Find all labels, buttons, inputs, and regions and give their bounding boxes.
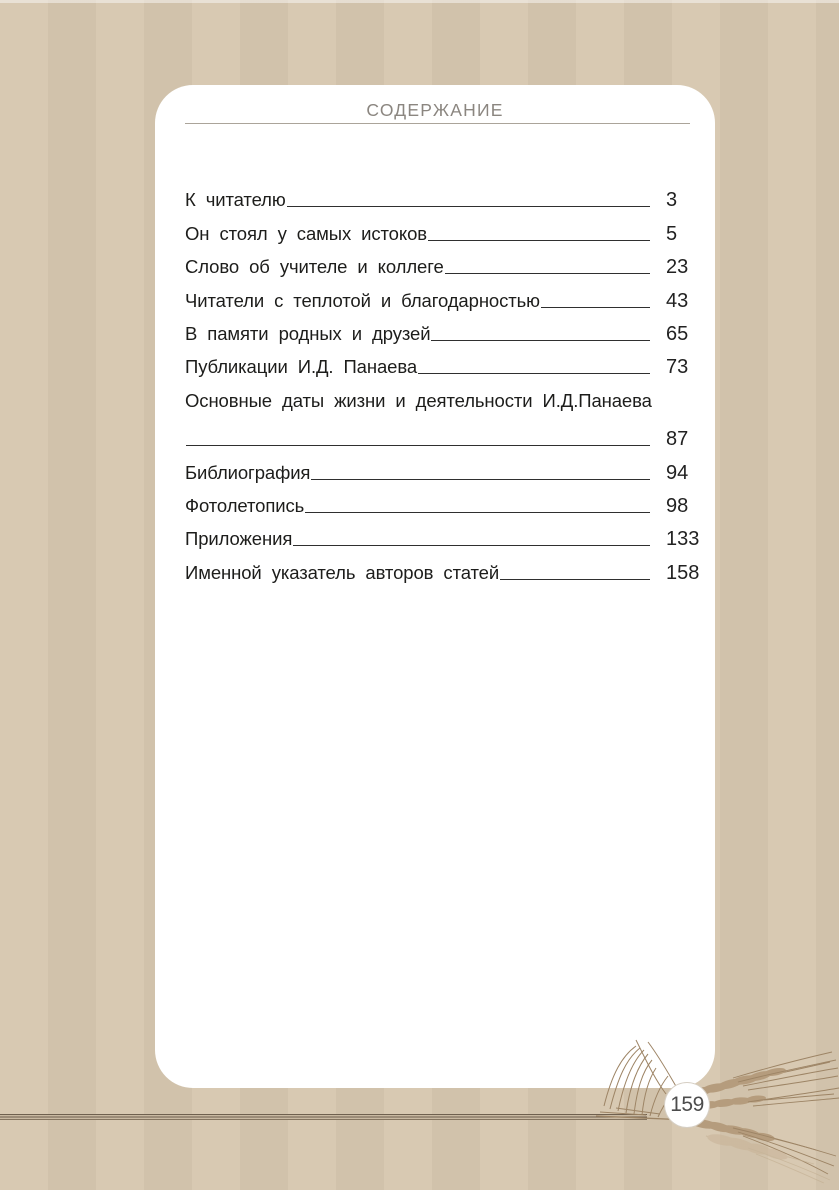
toc-entry-label: Читатели с теплотой и благодарностью (185, 289, 540, 311)
toc-entry (185, 549, 711, 582)
toc-entry-page-number: 87 (666, 428, 689, 451)
toc-entry-page-number: 43 (666, 289, 689, 312)
toc-entry-label: К читателю (185, 189, 286, 211)
toc-entry-label: Библиография (185, 461, 311, 483)
toc-entry-label: Приложения (185, 528, 293, 550)
toc-entry-label: Публикации И.Д. Панаева (185, 356, 418, 378)
toc-entry-page-number: 3 (666, 189, 678, 212)
toc-entry (185, 483, 711, 516)
toc-leader-line (293, 545, 650, 546)
toc-entry (185, 277, 711, 310)
content-card (155, 85, 715, 1088)
page-number-badge: 159 (665, 1083, 709, 1127)
toc-entry (185, 244, 711, 277)
toc-entry-label: В памяти родных и друзей (185, 322, 431, 344)
table-of-contents (185, 177, 711, 583)
page-title: СОДЕРЖАНИЕ (366, 100, 504, 120)
toc-leader-line (431, 340, 650, 341)
toc-leader-line (305, 512, 650, 513)
toc-leader-line (500, 579, 650, 580)
toc-entry (185, 177, 711, 210)
toc-entry (185, 311, 711, 344)
toc-leader-line (186, 445, 650, 446)
toc-leader-line (541, 307, 650, 308)
toc-entry (185, 416, 711, 449)
toc-entry-page-number: 94 (666, 461, 689, 484)
toc-leader-line (428, 240, 650, 241)
toc-entry-page-number: 158 (666, 561, 700, 584)
toc-entry (185, 344, 711, 377)
book-wheat-illustration (588, 1032, 839, 1184)
toc-entry-page-number: 98 (666, 494, 689, 517)
toc-entry-page-number: 73 (666, 356, 689, 379)
toc-entry-label: Он стоял у самых истоков (185, 222, 427, 244)
toc-entry-page-number: 133 (666, 528, 700, 551)
toc-leader-line (445, 273, 650, 274)
toc-leader-line (311, 479, 650, 480)
toc-entry-label: Фотолетопись (185, 494, 305, 516)
decorative-rule (0, 1114, 647, 1122)
toc-leader-line (287, 206, 650, 207)
title-underline (185, 123, 690, 124)
toc-entry-label: Основные даты жизни и деятельности И.Д.Панаева (185, 389, 652, 411)
toc-entry-page-number: 5 (666, 222, 678, 245)
toc-leader-line (418, 373, 650, 374)
toc-entry (185, 377, 711, 410)
toc-entry-page-number: 23 (666, 256, 689, 279)
toc-entry (185, 449, 711, 482)
toc-entry (185, 516, 711, 549)
toc-entry-page-number: 65 (666, 322, 689, 345)
open-book-icon (588, 1032, 839, 1184)
toc-entry (185, 210, 711, 243)
toc-entry-label: Слово об учителе и коллеге (185, 256, 444, 278)
toc-entry-label: Именной указатель авторов статей (185, 561, 500, 583)
